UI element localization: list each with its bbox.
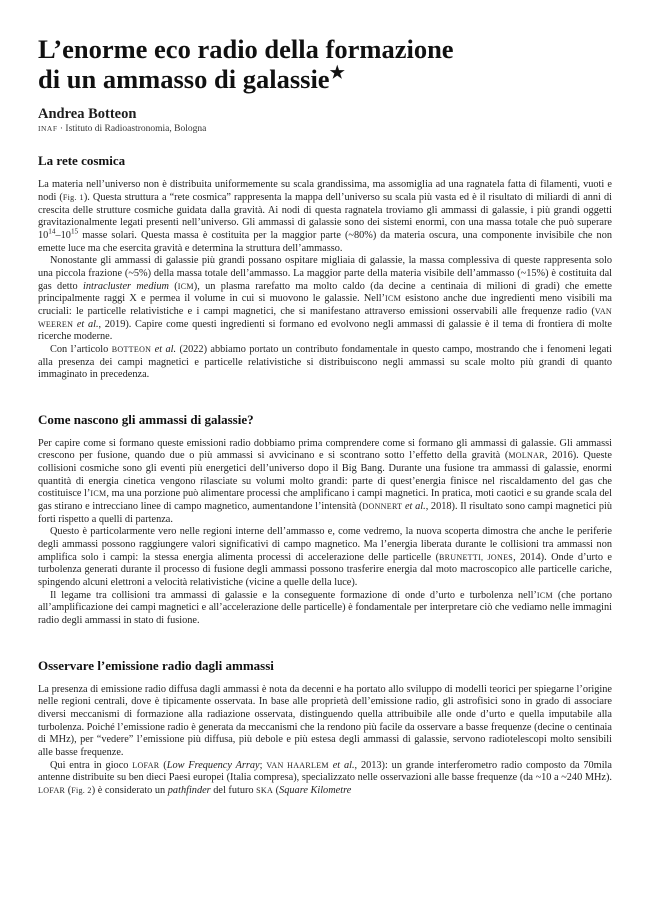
paragraph: Qui entra in gioco LOFAR (Low Frequency Array; VAN HAARLEM et al., 2013): un grande interferometro radio composto da 70mila antenne distribuite su ben dieci Paesi europei (Italia compresa), specializzato nelle osservazioni alle basse frequenze (da ~10 a ~240 MHz). LOFAR (Fig. 2) è considerato un pathfinder del futuro SKA (Square Kilometre [38,759,612,796]
paragraph: Il legame tra collisioni tra ammassi di galassie e la conseguente formazione di onde d’urto e turbolenza nell’ICM (che portano all’amplificazione dei campi magnetici e all’accelerazione delle particelle) è fondamentale per interpretare ciò che vediamo nelle immagini radio degli ammassi in stato di fusione. [38,589,612,626]
section-heading-osservare: Osservare l’emissione radio dagli ammassi [38,657,274,673]
citation-link[interactable]: MOLNAR [508,451,545,461]
paragraph: Con l’articolo BOTTEON et al. (2022) abbiamo portato un contributo fondamentale in questo campo, mostrando che i fenomeni legati alla presenza dei campi magnetici e particelle relativistiche si distribuiscono negli ammassi su scale molto più grandi di quanto immaginato in precedenza. [38,343,612,381]
author-affiliation: INAF · Istituto di Radioastronomia, Bologna [38,123,207,134]
section-heading-rete-cosmica: La rete cosmica [38,153,126,169]
footnote-star-mark[interactable]: ★ [329,63,345,83]
paragraph: La materia nell’universo non è distribuita uniformemente su scala grandissima, ma assomiglia ad una ragnatela fatta di filamenti, vuoti e nodi (Fig. 1). Questa struttura a “rete cosmica” rappresenta la mappa dell’universo su scala più vasta ed è il risultato di miliardi di anni di crescita delle strutture cosmiche guidata dalla gravità. Ai nodi di questa ragnatela troviamo gli ammassi di galassie, i più grandi oggetti gravitazionalmente legati presenti nell’universo. Gli ammassi di galassie sono dei sistemi enormi, con una massa totale che può superare $10^{14}-10^{15}$ masse solari. Questa massa è costituita per la maggior parte (~80%) da materia oscura, una componente invisibile che non emette luce ma che esercita gravità e determina la struttura dell’ammasso. [38,179,612,254]
citation-link[interactable]: VAN WEEREN [38,306,612,329]
citation-link[interactable]: BOTTEON [111,344,152,354]
figure-reference-link[interactable]: Fig. 1 [62,192,84,202]
figure-reference-link[interactable]: Fig. 2 [71,785,92,795]
author-name: Andrea Botteon [38,106,137,122]
article-title [38,34,612,94]
paragraph: Questo è particolarmente vero nelle regioni interne dell’ammasso e, come vedremo, la nuova scoperta dimostra che anche le periferie degli ammassi possono raggiungere valori significativi di campo magnetico. Ma l’energia liberata durante le collisioni tra ammassi non amplifica solo i campi: la stessa energia alimenta processi di accelerazione delle particelle (BRUNETTI, JONES, 2014). Onde d’urto e turbolenza generati durante il processo di fusione degli ammassi possono trasferire energia dal moto macroscopico alle particelle cariche, spingendo alcuni elettroni a velocità relativistiche (vicine a quelle della luce). [38,526,612,589]
citation-link[interactable]: DONNERT [362,502,403,512]
citation-link[interactable]: BRUNETTI, JONES [439,552,514,562]
title-line-1: L’enorme eco radio della formazione [38,34,454,64]
citation-link[interactable]: VAN HAARLEM [266,760,329,770]
paragraph: La presenza di emissione radio diffusa dagli ammassi è nota da decenni e ha portato allo sviluppo di modelli teorici per spiegarne l’origine nelle regioni centrali, dove è tipicamente osservata. In base alle proprietà dell’emissione radio, gli astrofisici sono in grado di associare diversi meccanismi di formazione alla radiazione osservata, distinguendo quella attribuibile alle onde d’urto e quella imputabile alla turbolenza. Poiché l’emissione radio è generata da meccanismi che la rendono più facile da osservare a basse frequenze (decine o centinaia di MHz), per “vedere” l’emissione più diffusa, più debole e più estesa degli ammassi di galassie, servono radiotelescopi molto sensibili alle basse frequenze. [38,683,612,758]
title-line-2: di un ammasso di galassie [38,64,330,94]
paragraph: Per capire come si formano queste emissioni radio dobbiamo prima comprendere come si formano gli ammassi di galassie. Gli ammassi crescono per fusione, quando due o più ammassi si avvicinano e si scontrano sotto l’effetto della gravità (MOLNAR, 2016). Queste collisioni cosmiche sono gli eventi più energetici dell’universo dopo il Big Bang. Durante una fusione tra ammassi di galassie, enormi quantità di energia cinetica vengono rilasciate su volumi molto grandi: parte di quest’energia finisce nel riscaldamento del gas che costituisce l’ICM, ma una porzione può alimentare processi che amplificano i campi magnetici. In pratica, moti caotici e su grande scala del gas stirano e intrecciano linee di campo magnetico, aumentandone l’intensità (DONNERT et al., 2018). Il risultato sono campi magnetici più forti rispetto a quelli di partenza. [38,437,612,525]
section-heading-come-nascono: Come nascono gli ammassi di galassie? [38,411,254,427]
paragraph: Nonostante gli ammassi di galassie più grandi possano ospitare migliaia di galassie, la massa complessiva di queste rappresenta solo una piccola frazione (~5%) della massa totale dell’ammasso. La maggior parte della materia visibile dell’ammasso (~15%) è costituita dal gas detto intracluster medium (ICM), un plasma rarefatto ma molto caldo (da decine a centinaia di milioni di gradi) che emette principalmente raggi X e permea il volume in cui si muovono le galassie. Nell’ICM esistono anche due ingredienti meno visibili ma cruciali: le particelle relativistiche e i campi magnetici, che si manifestano attraverso emissioni osservabili alle frequenze radio (VAN WEEREN et al., 2019). Capire come questi ingredienti si formano ed evolvono negli ammassi di galassie è il tema di frontiera di molte ricerche moderne. [38,255,612,343]
